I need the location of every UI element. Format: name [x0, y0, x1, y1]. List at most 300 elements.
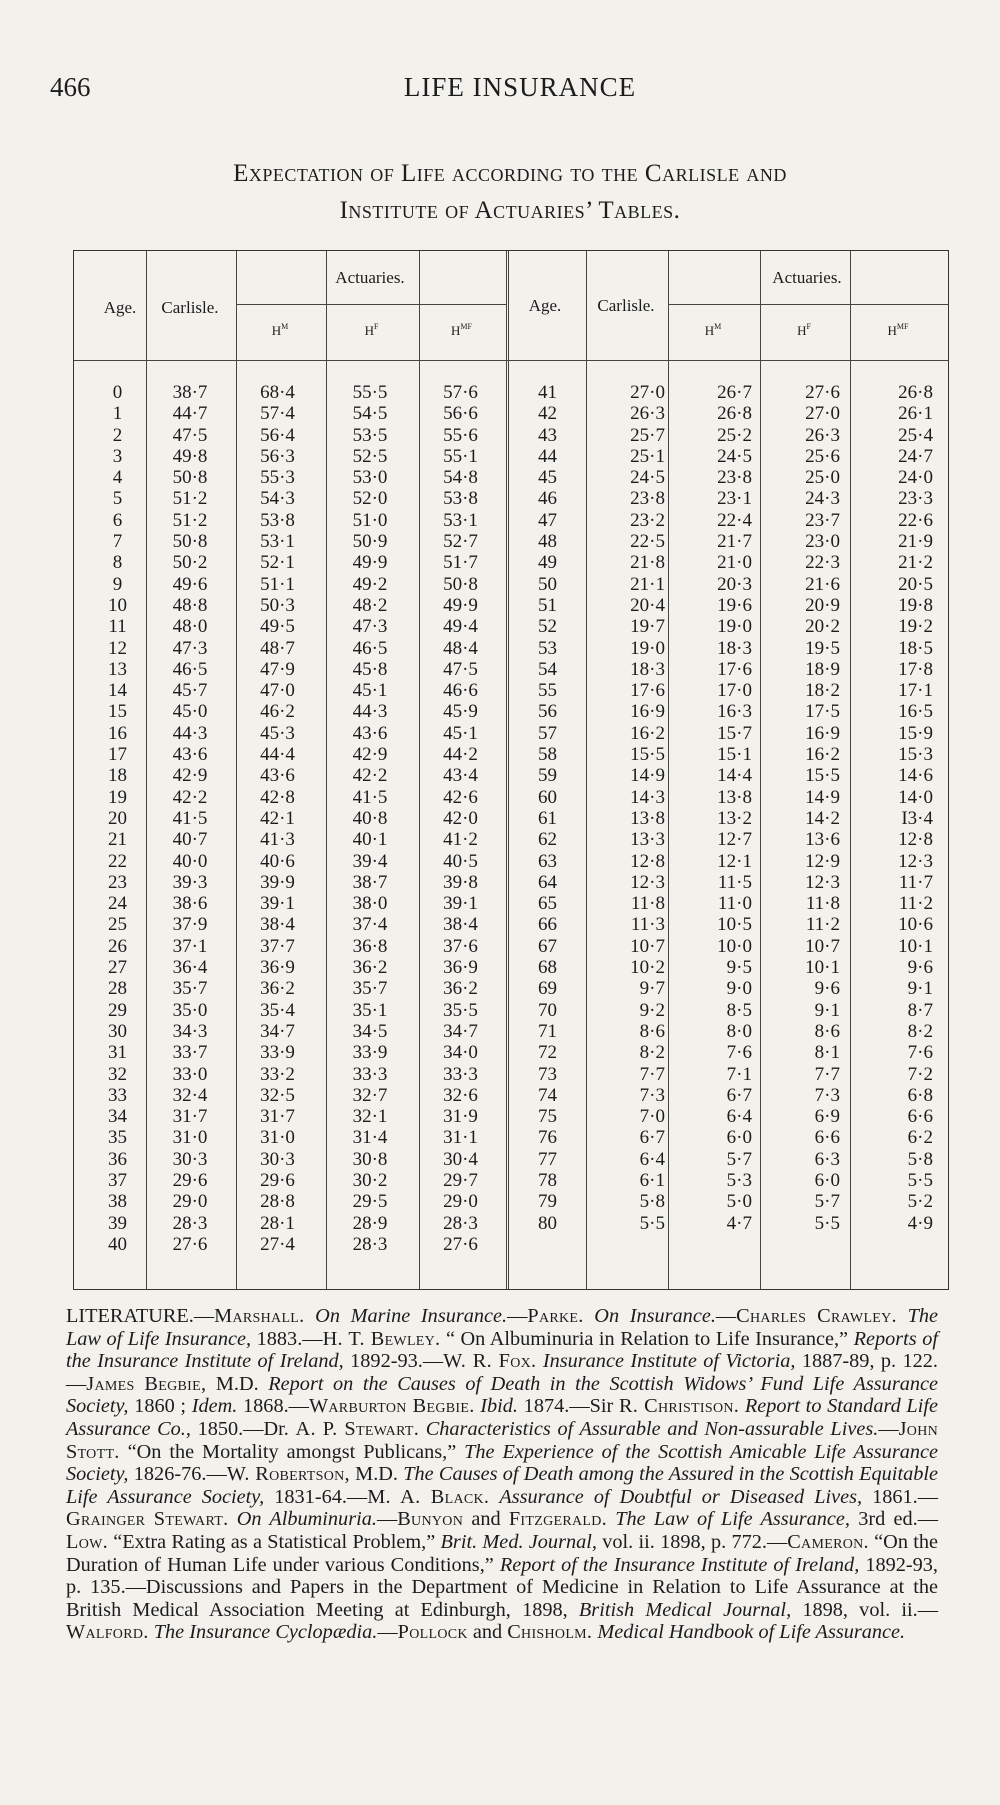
table-cell: 18·3: [717, 637, 752, 659]
table-cell: 52·0: [352, 488, 388, 510]
table-cell: 12·8: [630, 850, 665, 872]
table-cell: 23·0: [805, 531, 840, 553]
table-cell: 27·0: [805, 403, 840, 425]
table-cell: 11: [108, 616, 127, 638]
table-cell: 53·5: [352, 424, 388, 446]
column-hmf-right: [850, 382, 933, 1234]
column-carlisle-right: [590, 382, 665, 1234]
table-cell: 41: [538, 382, 557, 403]
table-title-line-1: Expectation of Life according to the Carlisle and: [233, 160, 787, 187]
table-cell: 15·1: [717, 744, 752, 766]
table-cell: 11·2: [898, 893, 933, 915]
table-cell: 26: [108, 935, 127, 957]
literature-segment: —: [376, 1508, 398, 1531]
table-cell: 26·8: [717, 403, 752, 425]
table-cell: 8·0: [726, 1020, 752, 1042]
table-cell: 33·3: [352, 1063, 388, 1085]
table-cell: 57·6: [443, 382, 478, 403]
table-cell: 36·2: [352, 957, 388, 979]
table-cell: 33·9: [352, 1042, 388, 1064]
literature-segment: [897, 1305, 908, 1327]
table-cell: 40·5: [443, 850, 478, 872]
table-cell: 46·5: [352, 637, 388, 659]
table-cell: 54: [538, 658, 557, 680]
table-cell: 40·6: [260, 850, 295, 872]
table-cell: 52: [538, 616, 557, 638]
table-cell: 30·2: [352, 1169, 388, 1191]
table-cell: 6: [112, 509, 123, 531]
table-cell: 31·0: [260, 1127, 295, 1149]
table-cell: 21·1: [630, 573, 665, 595]
table-cell: 38: [108, 1191, 127, 1213]
table-cell: 6·6: [814, 1127, 840, 1149]
table-cell: 18: [108, 765, 127, 787]
table-cell: 33·7: [172, 1042, 208, 1064]
table-cell: 47·0: [260, 680, 295, 702]
table-cell: 17·5: [805, 701, 840, 723]
table-cell: 16: [108, 722, 127, 744]
table-cell: 53·0: [352, 467, 388, 489]
table-cell: 12·3: [805, 871, 840, 893]
table-cell: 17·8: [898, 658, 933, 680]
table-cell: 49·8: [172, 445, 208, 467]
table-cell: 21·8: [630, 552, 665, 574]
table-cell: 37·9: [172, 914, 208, 936]
table-cell: 12·1: [717, 850, 752, 872]
table-cell: 15·5: [630, 744, 665, 766]
table-cell: 20·5: [898, 573, 933, 595]
table-cell: 18·2: [805, 680, 840, 702]
table-cell: 1: [112, 403, 123, 425]
literature-segment: “Extra Rating as a Statistical Problem,”: [107, 1530, 441, 1553]
table-cell: 42·2: [172, 786, 208, 808]
table-cell: 53·1: [260, 531, 295, 553]
table-cell: 21·2: [898, 552, 933, 574]
table-cell: 45·8: [352, 658, 388, 680]
header-carlisle-left: Carlisle.: [161, 298, 219, 317]
literature-segment: —: [878, 1417, 899, 1440]
table-cell: 21·6: [805, 573, 840, 595]
table-cell: 38·7: [172, 382, 208, 403]
table-cell: 56·4: [260, 424, 295, 446]
table-cell: 16·5: [898, 701, 933, 723]
table-cell: 34·0: [443, 1042, 478, 1064]
table-cell: 40·8: [352, 807, 388, 829]
table-cell: 48: [538, 531, 557, 553]
table-cell: 10·2: [630, 957, 665, 979]
table-cell: 20·3: [717, 573, 752, 595]
table-cell: 37·4: [352, 914, 388, 936]
table-cell: 36·4: [172, 957, 208, 979]
table-cell: 19·6: [717, 594, 752, 616]
table-title-line-2: Institute of Actuaries’ Tables.: [339, 197, 681, 224]
table-title: [80, 155, 940, 229]
table-cell: 40·7: [172, 829, 208, 851]
literature-segment: Assurance of Doubtful or Diseased Lives,: [499, 1485, 863, 1508]
table-cell: 28·8: [260, 1191, 295, 1213]
table-cell: 24·3: [805, 488, 840, 510]
header-actuaries-left: Actuaries.: [335, 268, 405, 287]
literature-segment: and: [463, 1508, 509, 1531]
table-cell: 57: [538, 722, 557, 744]
table-cell: 49·4: [443, 616, 478, 638]
header-hm-right: $H^M$: [704, 322, 722, 338]
table-cell: 13: [108, 658, 127, 680]
table-cell: 27·4: [260, 1233, 295, 1255]
literature-segment: Brit. Med. Journal,: [440, 1530, 597, 1553]
table-cell: 7·6: [726, 1042, 752, 1064]
table-cell: 21: [108, 829, 127, 851]
table-cell: 7·7: [639, 1063, 665, 1085]
literature-segment: and: [467, 1621, 508, 1644]
header-hf-left: $H^F$: [364, 322, 379, 338]
table-cell: 33·0: [172, 1063, 208, 1085]
table-cell: 26·8: [898, 382, 933, 403]
table-cell: 42·2: [352, 765, 388, 787]
table-cell: 15: [108, 701, 127, 723]
table-cell: 15·9: [898, 722, 933, 744]
table-cell: 31·0: [172, 1127, 208, 1149]
table-cell: 25·0: [805, 467, 840, 489]
table-cell: 39·8: [443, 871, 478, 893]
table-cell: 30·4: [443, 1148, 478, 1170]
table-cell: 8·1: [814, 1042, 840, 1064]
table-cell: 7·3: [814, 1084, 840, 1106]
literature-segment: 1874.—Sir: [518, 1395, 619, 1418]
table-cell: 30·8: [352, 1148, 388, 1170]
table-cell: 46·5: [172, 658, 208, 680]
table-cell: 55·1: [443, 445, 478, 467]
table-cell: 32: [108, 1063, 127, 1085]
table-cell: 34·7: [260, 1020, 295, 1042]
literature-segment: —: [377, 1621, 398, 1644]
table-cell: 12: [108, 637, 127, 659]
table-cell: 78: [538, 1169, 557, 1191]
table-cell: 9·6: [814, 978, 840, 1000]
table-cell: 11·8: [630, 893, 665, 915]
table-cell: 42·0: [443, 807, 478, 829]
table-cell: 14·2: [805, 807, 840, 829]
table-cell: 35·0: [172, 999, 208, 1021]
table-cell: 6·9: [814, 1106, 840, 1128]
table-cell: 5·5: [907, 1169, 933, 1191]
table-cell: 20: [108, 807, 127, 829]
table-cell: 11·8: [805, 893, 840, 915]
table-cell: 48·0: [172, 616, 208, 638]
table-cell: 53·1: [443, 509, 478, 531]
table-cell: 42·1: [260, 807, 295, 829]
literature-segment: M. A. Black.: [367, 1485, 490, 1508]
table-cell: 23·1: [717, 488, 752, 510]
literature-segment: W. R. Fox.: [443, 1350, 537, 1373]
table-cell: 32·5: [260, 1084, 295, 1106]
literature-segment: Insurance Institute of Victoria,: [542, 1350, 796, 1373]
header-age-left: Age.: [103, 298, 137, 317]
literature-segment: “On the Duration of Human Life under various Conditions,”: [66, 1530, 939, 1576]
table-cell: 8·5: [726, 999, 752, 1021]
table-cell: 28: [108, 978, 127, 1000]
header-hmf-left: $H^{MF}$: [451, 322, 472, 338]
table-cell: 39·4: [352, 850, 388, 872]
table-cell: 25: [108, 914, 127, 936]
table-cell: 49·9: [443, 594, 478, 616]
literature-segment: On Albuminuria.: [236, 1508, 377, 1531]
table-cell: 12·3: [898, 850, 933, 872]
table-cell: 76: [538, 1127, 557, 1149]
table-cell: 48·8: [172, 594, 208, 616]
table-cell: 50·8: [172, 531, 208, 553]
table-cell: 51·0: [352, 509, 388, 531]
table-cell: 40: [108, 1233, 127, 1255]
literature-segment: Medical Handbook of Life Assurance.: [597, 1621, 906, 1644]
table-cell: 42·6: [443, 786, 478, 808]
table-cell: 13·2: [717, 807, 752, 829]
table-cell: 32·6: [443, 1084, 478, 1106]
table-cell: 9·5: [726, 957, 752, 979]
literature-segment: Cameron.: [787, 1530, 869, 1553]
table-cell: 7·2: [907, 1063, 933, 1085]
table-cell: 4·9: [907, 1212, 933, 1234]
literature-segment: Warburton Begbie.: [308, 1395, 475, 1418]
table-cell: 35·7: [172, 978, 208, 1000]
table-cell: 20·9: [805, 594, 840, 616]
table-cell: 9·1: [814, 999, 840, 1021]
table-cell: 21·9: [898, 531, 933, 553]
table-cell: 10·5: [717, 914, 752, 936]
table-cell: 74: [538, 1084, 557, 1106]
table-cell: 13·8: [717, 786, 752, 808]
column-age-right: [510, 382, 585, 1234]
table-cell: 5·2: [907, 1191, 933, 1213]
table-cell: 15·3: [898, 744, 933, 766]
table-cell: 11·5: [717, 871, 752, 893]
table-cell: 5·0: [726, 1191, 752, 1213]
literature-segment: Pollock: [397, 1621, 468, 1644]
table-cell: 14·0: [898, 786, 933, 808]
literature-segment: 1883.—: [251, 1327, 323, 1350]
table-cell: 45·9: [443, 701, 478, 723]
table-cell: 27·6: [443, 1233, 478, 1255]
table-cell: 16·9: [805, 722, 840, 744]
table-cell: 62: [538, 829, 557, 851]
table-cell: 9·6: [907, 957, 933, 979]
column-age-left: [85, 382, 150, 1255]
table-cell: 63: [538, 850, 557, 872]
table-cell: 5·5: [814, 1212, 840, 1234]
column-hm-right: [670, 382, 752, 1234]
literature-segment: R. Christison.: [618, 1395, 740, 1418]
table-cell: 72: [538, 1042, 557, 1064]
literature-segment: M.D.: [206, 1372, 269, 1395]
table-cell: 56·6: [443, 403, 478, 425]
table-cell: 10·0: [717, 935, 752, 957]
column-hf-right: [760, 382, 840, 1234]
literature-segment: 1892-93, p. 135.—Discussions and Papers in the Department of Medicine in Relation to Life Assurance at the British Medical Association Meeting at Edinburgh, 1898,: [66, 1553, 939, 1621]
table-cell: 30·3: [172, 1148, 208, 1170]
table-cell: 48·4: [443, 637, 478, 659]
page-number: 466: [50, 72, 91, 102]
literature-segment: 1868.—: [237, 1395, 309, 1418]
table-cell: 4·7: [726, 1212, 752, 1234]
table-cell: 51·1: [260, 573, 295, 595]
literature-segment: —: [507, 1305, 528, 1327]
table-cell: 17·1: [898, 680, 933, 702]
literature-segment: “ On Albuminuria in Relation to Life Insurance,”: [440, 1327, 854, 1350]
table-cell: I3·4: [901, 807, 933, 829]
table-cell: 6·7: [639, 1127, 665, 1149]
table-cell: 36: [108, 1148, 127, 1170]
table-cell: 50·9: [352, 531, 388, 553]
table-cell: 50: [538, 573, 557, 595]
table-cell: 26·3: [805, 424, 840, 446]
table-cell: 27·6: [172, 1233, 208, 1255]
table-cell: 31·7: [260, 1106, 295, 1128]
table-cell: 7: [112, 531, 123, 553]
table-cell: 36·8: [352, 935, 388, 957]
table-cell: 4: [112, 467, 123, 489]
table-cell: 53·8: [260, 509, 295, 531]
table-cell: 23: [108, 871, 127, 893]
table-cell: 42·8: [260, 786, 295, 808]
table-cell: 25·1: [630, 445, 665, 467]
table-cell: 22·5: [630, 531, 665, 553]
table-cell: 33·9: [260, 1042, 295, 1064]
literature-segment: 1892-93.—: [343, 1350, 444, 1373]
table-cell: 13·8: [630, 807, 665, 829]
table-cell: 27·6: [805, 382, 840, 403]
table-cell: 8·6: [814, 1020, 840, 1042]
table-cell: 16·2: [630, 722, 665, 744]
table-cell: 47·3: [172, 637, 208, 659]
table-cell: 22·3: [805, 552, 840, 574]
table-cell: 38·0: [352, 893, 388, 915]
table-cell: 35·7: [352, 978, 388, 1000]
table-cell: 29·6: [172, 1169, 208, 1191]
table-cell: 29·6: [260, 1169, 295, 1191]
table-cell: 41·5: [352, 786, 388, 808]
table-cell: 47·5: [172, 424, 208, 446]
table-cell: 11·7: [898, 871, 933, 893]
table-cell: 54·5: [352, 403, 388, 425]
literature-segment: W. Robertson,: [226, 1463, 350, 1486]
table-cell: 51·2: [172, 509, 208, 531]
table-cell: 19: [108, 786, 127, 808]
table-cell: 16·9: [630, 701, 665, 723]
table-cell: 18·9: [805, 658, 840, 680]
table-cell: 8·2: [639, 1042, 665, 1064]
table-cell: 29·0: [443, 1191, 478, 1213]
table-cell: 7·3: [639, 1084, 665, 1106]
literature-segment: Bunyon: [397, 1508, 464, 1531]
literature-segment: The Insurance Cyclopædia.: [153, 1621, 378, 1644]
table-cell: 17: [108, 744, 127, 766]
table-cell: 29: [108, 999, 127, 1021]
literature-segment: 1898, vol. ii.—: [791, 1598, 938, 1621]
table-cell: 21·7: [717, 531, 752, 553]
table-cell: 52·1: [260, 552, 295, 574]
table-cell: 12·7: [717, 829, 752, 851]
literature-segment: [489, 1486, 499, 1508]
table-cell: 50·8: [443, 573, 478, 595]
table-cell: 36·2: [443, 978, 478, 1000]
table-cell: 30·3: [260, 1148, 295, 1170]
literature-segment: [419, 1418, 426, 1440]
table-cell: 17·0: [717, 680, 752, 702]
literature-segment: LITERATURE.—: [66, 1305, 215, 1327]
table-cell: 49·9: [352, 552, 388, 574]
table-cell: 50·3: [260, 594, 295, 616]
literature-segment: A. P. Stewart.: [295, 1417, 420, 1440]
table-cell: 29·7: [443, 1169, 478, 1191]
literature-segment: 3rd ed.—: [850, 1508, 938, 1531]
table-cell: 52·7: [443, 531, 478, 553]
table-cell: 9: [112, 573, 123, 595]
table-cell: 5·8: [907, 1148, 933, 1170]
table-cell: 11·3: [630, 914, 665, 936]
table-cell: 26·3: [630, 403, 665, 425]
table-cell: 44·7: [172, 403, 208, 425]
table-cell: 39: [108, 1212, 127, 1234]
table-cell: 35·1: [352, 999, 388, 1021]
literature-segment: Ibid.: [480, 1395, 519, 1418]
table-cell: 8·2: [907, 1020, 933, 1042]
table-cell: 54·8: [443, 467, 478, 489]
table-cell: 29·0: [172, 1191, 208, 1213]
column-hmf-left: [418, 382, 503, 1255]
table-cell: 44·2: [443, 744, 478, 766]
table-cell: 45·7: [172, 680, 208, 702]
table-cell: 34: [108, 1106, 127, 1128]
table-cell: 33: [108, 1084, 127, 1106]
table-cell: 46·2: [260, 701, 295, 723]
column-hf-left: [325, 382, 415, 1255]
table-cell: 39·9: [260, 871, 295, 893]
table-cell: 68: [538, 957, 557, 979]
table-cell: 55·5: [352, 382, 388, 403]
table-cell: 31·9: [443, 1106, 478, 1128]
literature-segment: vol. ii. 1898, p. 772.—: [596, 1530, 788, 1553]
column-carlisle-left: [150, 382, 230, 1255]
table-cell: 44: [538, 445, 557, 467]
table-cell: 14·6: [898, 765, 933, 787]
table-cell: 31·1: [443, 1127, 478, 1149]
table-cell: 14·4: [717, 765, 752, 787]
table-cell: 10·1: [898, 935, 933, 957]
table-cell: 35: [108, 1127, 127, 1149]
table-cell: 5·7: [814, 1191, 840, 1213]
literature-segment: The Law of Life Insurance,: [66, 1305, 938, 1350]
table-cell: 37·6: [443, 935, 478, 957]
table-cell: 66: [538, 914, 557, 936]
table-cell: 56: [538, 701, 557, 723]
table-cell: 79: [538, 1191, 557, 1213]
table-cell: 15·7: [717, 722, 752, 744]
table-cell: 5·8: [639, 1191, 665, 1213]
table-cell: 45·0: [172, 701, 208, 723]
table-cell: 42·9: [172, 765, 208, 787]
table-cell: 7·6: [907, 1042, 933, 1064]
table-cell: 28·3: [352, 1233, 388, 1255]
table-cell: 42: [538, 403, 557, 425]
table-cell: 23·3: [898, 488, 933, 510]
table-cell: 8·7: [907, 999, 933, 1021]
table-cell: 32·1: [352, 1106, 388, 1128]
table-cell: 38·7: [352, 871, 388, 893]
header-hm-left: $H^M$: [271, 322, 289, 338]
table-cell: 6·6: [907, 1106, 933, 1128]
table-cell: 43·6: [352, 722, 388, 744]
table-cell: 54·3: [260, 488, 295, 510]
